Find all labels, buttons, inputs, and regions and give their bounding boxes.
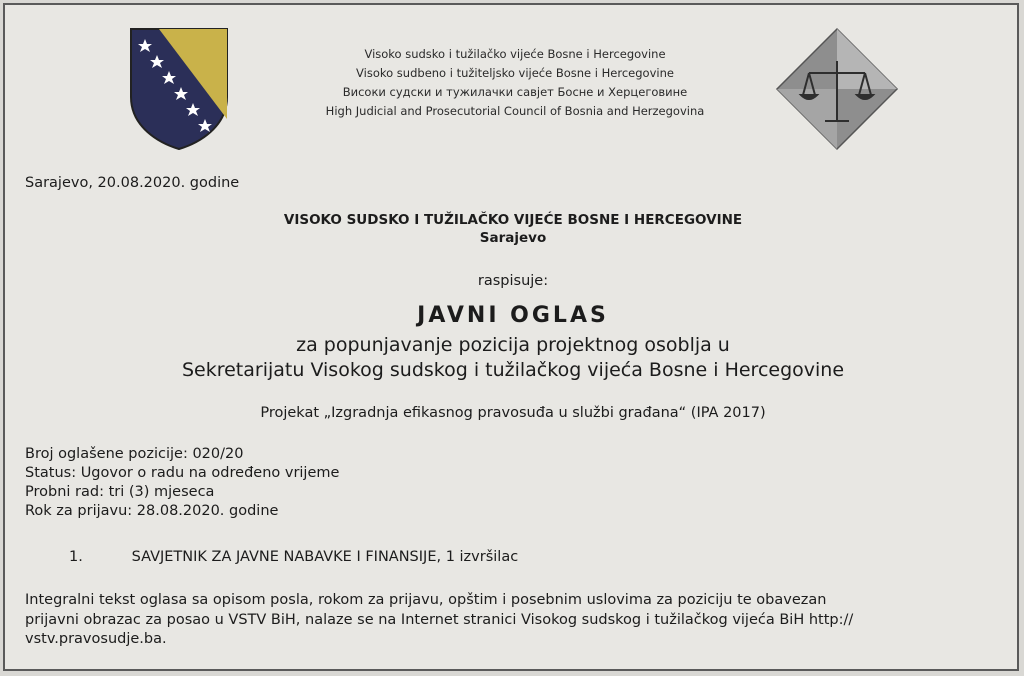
integral-text-line-2: prijavni obrazac za posao u VSTV BiH, nalaze se na Internet stranici Visokog sudskog i tužilačkog vijeća BiH http://	[25, 611, 854, 628]
deadline-line: Rok za prijavu: 28.08.2020. godine	[25, 503, 279, 519]
organization-city: Sarajevo	[479, 230, 547, 246]
notice-subtitle	[5, 333, 1021, 383]
status-line: Status: Ugovor o radu na određeno vrijeme	[25, 465, 340, 481]
position-list-number: 1.	[69, 549, 83, 565]
position-number-line: Broj oglašene pozicije: 020/20	[25, 446, 244, 462]
organization-name: VISOKO SUDSKO I TUŽILAČKO VIJEĆE BOSNE I HERCEGOVINE	[283, 212, 743, 228]
organization-block	[5, 211, 1021, 247]
council-name-english: High Judicial and Prosecutorial Council of Bosnia and Herzegovina	[325, 104, 705, 118]
council-names	[265, 45, 765, 121]
integral-text-paragraph	[25, 591, 1015, 650]
announces-text: raspisuje:	[477, 273, 549, 289]
integral-text-line-1: Integralni tekst oglasa sa opisom posla, rokom za prijavu, opštim i posebnim uslovima za poziciju te obavezan	[25, 592, 827, 608]
position-list-text: SAVJETNIK ZA JAVNE NABAVKE I FINANSIJE, 1 izvršilac	[131, 549, 519, 565]
subtitle-line-1: za popunjavanje pozicija projektnog osoblja u	[296, 334, 730, 356]
notice-title: JAVNI OGLAS	[417, 303, 609, 328]
integral-text-line-3: vstv.pravosudje.ba.	[25, 631, 167, 647]
council-name-croatian: Visoko sudbeno i tužiteljsko vijeće Bosne i Hercegovine	[356, 66, 674, 80]
bih-coat-of-arms-icon	[129, 27, 229, 151]
subtitle-line-2: Sekretarijatu Visokog sudskog i tužilačkog vijeća Bosne i Hercegovine	[181, 359, 845, 381]
position-list-item	[69, 549, 518, 565]
scales-of-justice-icon	[775, 27, 899, 151]
position-details	[25, 445, 339, 521]
notice-page	[3, 3, 1019, 671]
council-name-serbian: Високи судски и тужилачки савјет Босне и Херцеговине	[342, 85, 688, 99]
date-line: Sarajevo, 20.08.2020. godine	[25, 175, 240, 191]
council-name-bosnian: Visoko sudsko i tužilačko vijeće Bosne i Hercegovine	[364, 47, 666, 61]
project-line: Projekat „Izgradnja efikasnog pravosuđa u službi građana“ (IPA 2017)	[260, 405, 766, 421]
probation-line: Probni rad: tri (3) mjeseca	[25, 484, 215, 500]
